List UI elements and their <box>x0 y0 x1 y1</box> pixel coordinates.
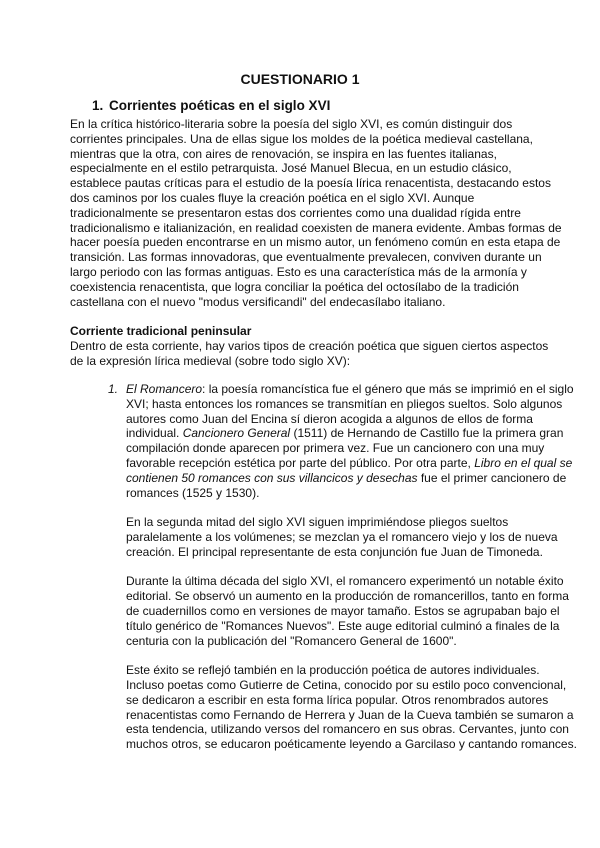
text: individual. <box>126 426 183 441</box>
text: : la poesía romancística fue el género que más se imprimió en el siglo <box>202 382 574 396</box>
list-paragraph <box>126 382 577 500</box>
text-line: romances (1525 y 1530). <box>126 485 260 500</box>
text-line: dos caminos por los cuales fluye la creación poética en el siglo XVI. Aunque <box>70 190 475 205</box>
section-heading <box>92 98 330 114</box>
text-line: Durante la última década del siglo XVI, el romancero experimentó un notable éxito <box>126 574 564 589</box>
section-heading-text: Corrientes poéticas en el siglo XVI <box>109 98 331 113</box>
text-line: mientras que la otra, con aires de renovación, se inspira en las fuentes italianas, <box>70 146 497 161</box>
section-number: 1. <box>92 98 104 113</box>
list-paragraph <box>126 574 577 648</box>
text-line: muchos otros, se educaron poéticamente leyendo a Garcilaso y cantando romances. <box>126 737 577 752</box>
list-item <box>108 382 577 767</box>
text-line: de la expresión lírica medieval (sobre todo siglo XV): <box>70 353 351 368</box>
text-line: castellana con el nuevo "modus versificandi" del endecasílabo italiano. <box>70 294 446 309</box>
text-line: XVI; hasta entonces los romances se transmitían en pliegos sueltos. Solo algunos <box>126 396 563 411</box>
list-paragraph <box>126 663 577 752</box>
text: fue el primer cancionero de <box>417 470 567 485</box>
text-line: se dedicaron a escribir en esta forma lírica popular. Otros renombrados autores <box>126 692 549 707</box>
text-line: centuria con la publicación del "Romancero General de 1600". <box>126 633 457 648</box>
text-line: establece pautas críticas para el estudio de la poesía lírica renacentista, destacando estos <box>70 176 551 191</box>
text-line: transición. Las formas innovadoras, que eventualmente prevalecen, conviven durante un <box>70 250 542 265</box>
text-line: En la crítica histórico-literaria sobre la poesía del siglo XVI, es común distinguir dos <box>70 117 513 131</box>
text-line: En la segunda mitad del siglo XVI siguen imprimiéndose pliegos sueltos <box>126 515 509 530</box>
text-line: corrientes principales. Una de ellas sigue los moldes de la poética medieval castellana, <box>70 131 533 146</box>
text-line: Este éxito se reflejó también en la producción poética de autores individuales. <box>126 663 540 678</box>
work-title: Cancionero General <box>182 426 291 441</box>
text-line: título genérico de "Romances Nuevos". Este auge editorial culminó a finales de la <box>126 618 560 633</box>
text-line: Incluso poetas como Gutierre de Cetina, conocido por su estilo poco convencional, <box>126 677 567 692</box>
text-line: paralelamente a los volúmenes; se mezclan ya el romancero viejo y los de nueva <box>126 529 558 544</box>
text: favorable recepción estética por parte del público. Por otra parte, <box>126 455 475 470</box>
text-line: de cuadernillos como en versiones de mayor tamaño. Estos se agrupaban bajo el <box>126 603 560 618</box>
text-line: coexistencia renacentista, que logra conciliar la poética del octosílabo de la tradición <box>70 279 519 294</box>
text-line: especialmente en el estilo petrarquista. José Manuel Blecua, en un estudio clásico, <box>70 161 512 176</box>
text-line: compilación donde aparecen por primera vez. Fue un cancionero con una muy <box>126 441 545 456</box>
text-line: creación. El principal representante de esta conjunción fue Juan de Timoneda. <box>126 544 543 559</box>
text-line: tradicionalismo e italianización, en realidad coexisten de manera evidente. Ambas formas de <box>70 220 562 235</box>
work-title: contienen 50 romances con sus villancicos y desechas <box>126 470 418 485</box>
document-title: CUESTIONARIO 1 <box>240 71 360 87</box>
text-line: hacer poesía pueden encontrarse en un mismo autor, un fenómeno común en esta etapa de <box>70 235 561 250</box>
subsection-heading: Corriente tradicional peninsular <box>70 324 252 338</box>
text-line: tradicionalmente se presentaron estas dos corrientes como una dualidad rígida entre <box>70 205 521 220</box>
text-line: autores como Juan del Encina sí dieron acogida a algunos de ellos de forma <box>126 411 533 426</box>
list-marker: 1. <box>108 382 119 396</box>
text-line: renacentistas como Fernando de Herrera y Juan de la Cueva también se sumaron a <box>126 707 574 722</box>
text: (1511) de Hernando de Castillo fue la primera gran <box>290 426 564 441</box>
work-title: El Romancero <box>126 382 203 396</box>
text-line: esta tendencia, utilizando versos del romancero en sus obras. Cervantes, junto con <box>126 722 569 737</box>
subsection <box>70 324 548 368</box>
list-paragraph <box>126 515 577 559</box>
text-line: Dentro de esta corriente, hay varios tipos de creación poética que siguen ciertos aspectos <box>70 338 549 353</box>
text-line: largo periodo con las formas antiguas. Esto es una característica más de la armonía y <box>70 264 527 279</box>
intro-paragraph <box>70 117 562 309</box>
work-title: Libro en el qual se <box>474 455 573 470</box>
text-line: editorial. Se observó un aumento en la producción de romancerillos, tanto en forma <box>126 589 569 604</box>
